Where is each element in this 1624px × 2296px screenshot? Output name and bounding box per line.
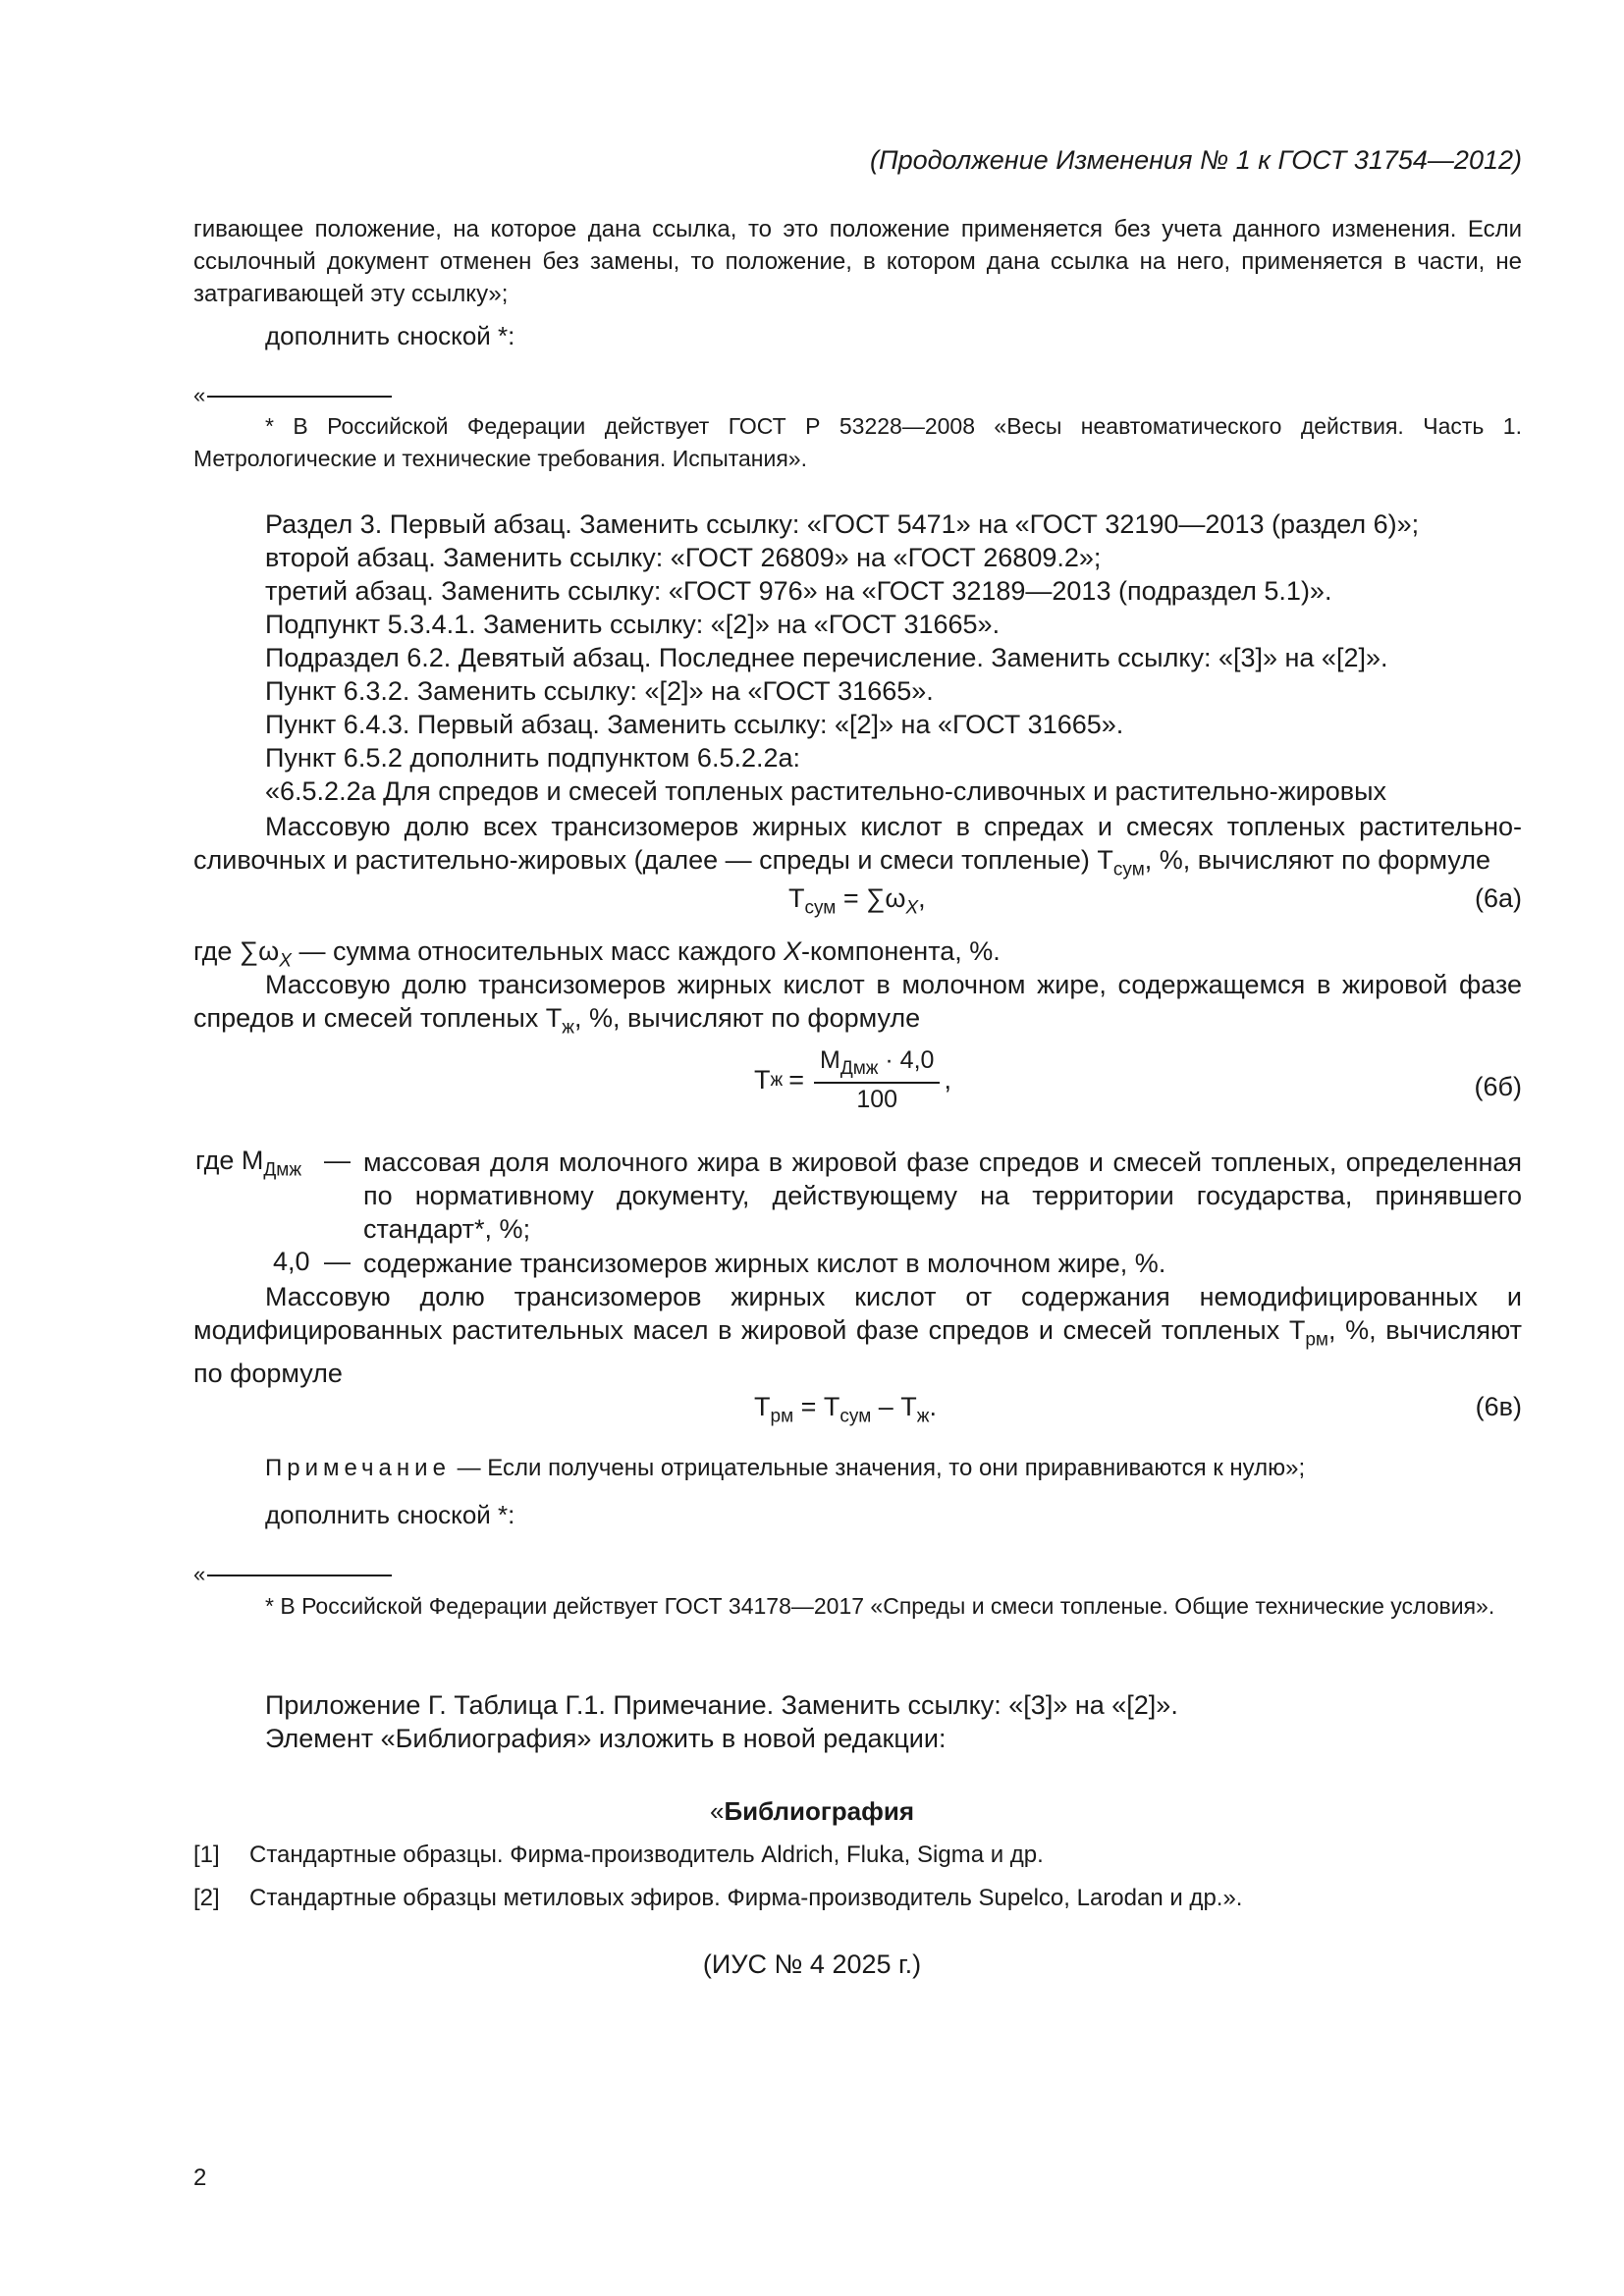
- bibliography-instruction: Элемент «Библиография» изложить в новой редакции:: [265, 1724, 947, 1753]
- bibliography-item: [2] Стандартные образцы метиловых эфиров. Фирма-производитель Supelco, Larodan и др.».: [193, 1885, 1243, 1911]
- change-line-1: Раздел 3. Первый абзац. Заменить ссылку: «ГОСТ 5471» на «ГОСТ 32190—2013 (раздел 6)»;: [265, 509, 1420, 539]
- formula-6b: Т ж = $\frac{М_{Дмж} \cdot 4,0}{100}$ ,: [754, 1046, 951, 1113]
- fraction-6b: $\frac{М_{Дмж} \cdot 4,0}{100}$: [814, 1046, 940, 1114]
- equation-number-6b: (6б): [1474, 1072, 1522, 1101]
- paragraph-milk-trans: Массовую долю трансизомеров жирных кислот в молочном жире, содержащемся в жировой фазе спредов и смесей топленых $Т_ж$, %, вычисляют по формуле: [193, 970, 1522, 1039]
- change-line-8: Пункт 6.5.2 дополнить подпунктом 6.5.2.2а:: [265, 743, 801, 773]
- change-line-7: Пункт 6.4.3. Первый абзац. Заменить ссылку: «[2]» на «ГОСТ 31665».: [265, 710, 1124, 739]
- bibliography-title: «Библиография: [709, 1796, 914, 1826]
- change-line-9: «6.5.2.2а Для спредов и смесей топленых растительно-сливочных и растительно-жировых: [265, 776, 1386, 806]
- footnote-1: * В Российской Федерации действует ГОСТ Р 53228—2008 «Весы неавтоматического действия. Часть 1. Метрологические и технические требования. Испытания».: [193, 413, 1522, 471]
- definition-label-40: 4,0: [273, 1247, 310, 1276]
- paragraph-total-trans: Массовую долю всех трансизомеров жирных кислот в спредах и смесях топленых растительно-сливочных и растительно-жировых (далее — спреды и смеси топленые) $Т_{сум}$, %, вычисляют по формуле: [193, 812, 1522, 881]
- where-sum-line: где $\sum\omega_X$ — сумма относительных масс каждого X-компонента, %.: [193, 936, 1001, 972]
- definition-text-40: содержание трансизомеров жирных кислот в молочном жире, %.: [363, 1249, 1166, 1278]
- bibliography-item: [1] Стандартные образцы. Фирма-производитель Aldrich, Fluka, Sigma и др.: [193, 1842, 1044, 1868]
- definition-text-m: массовая доля молочного жира в жировой фазе спредов и смесей топленых, определенная по нормативному документу, действующему на территории государства, принявшего стандарт*, %;: [363, 1148, 1522, 1244]
- footnote-separator-1: [207, 396, 392, 398]
- add-footnote-instruction-2: дополнить сноской *:: [265, 1500, 515, 1529]
- equation-number-6a: (6а): [1474, 883, 1522, 913]
- note: Примечание — Если получены отрицательные значения, то они приравниваются к нулю»;: [265, 1455, 1306, 1481]
- definition-dash-1: —: [324, 1146, 351, 1175]
- change-line-3: третий абзац. Заменить ссылку: «ГОСТ 976» на «ГОСТ 32189—2013 (подраздел 5.1)».: [265, 576, 1332, 606]
- page-number: 2: [193, 2164, 207, 2191]
- ius-reference: (ИУС № 4 2025 г.): [702, 1949, 922, 1979]
- change-line-6: Пункт 6.3.2. Заменить ссылку: «[2]» на «ГОСТ 31665».: [265, 676, 934, 706]
- footnote-quote-mark-1: «: [193, 383, 206, 407]
- change-line-2: второй абзац. Заменить ссылку: «ГОСТ 26809» на «ГОСТ 26809.2»;: [265, 543, 1102, 572]
- footnote-separator-2: [207, 1575, 392, 1576]
- appendix-change-line: Приложение Г. Таблица Г.1. Примечание. Заменить ссылку: «[3]» на «[2]».: [265, 1690, 1178, 1720]
- change-line-4: Подпункт 5.3.4.1. Заменить ссылку: «[2]» на «ГОСТ 31665».: [265, 610, 1001, 639]
- page-header: (Продолжение Изменения № 1 к ГОСТ 31754—2012): [870, 145, 1522, 175]
- formula-6v: $Т_{рм} = Т_{сум} - Т_ж$.: [754, 1392, 938, 1427]
- footnote-2: * В Российской Федерации действует ГОСТ 34178—2017 «Спреды и смеси топленые. Общие технические условия».: [265, 1593, 1495, 1619]
- equation-number-6v: (6в): [1475, 1392, 1522, 1421]
- formula-6a: $Т_{сум} = \sum\omega_X$,: [788, 883, 926, 919]
- definition-label-m: где $М_{Дмж}$: [195, 1146, 302, 1181]
- intro-paragraph: гивающее положение, на которое дана ссылка, то это положение применяется без учета данного изменения. Если ссылочный документ отменен без замены, то положение, в котором дана ссылка на него, применяется в части, не затрагивающей эту ссылку»;: [193, 216, 1522, 307]
- change-line-5: Подраздел 6.2. Девятый абзац. Последнее перечисление. Заменить ссылку: «[3]» на «[2]».: [265, 643, 1388, 672]
- definition-dash-2: —: [324, 1247, 351, 1276]
- add-footnote-instruction-1: дополнить сноской *:: [265, 321, 515, 350]
- paragraph-veg-trans: Массовую долю трансизомеров жирных кислот от содержания немодифицированных и модифицированных растительных масел в жировой фазе спредов и смесей топленых $Т_{рм}$, %, вычисляют по формуле: [193, 1282, 1522, 1389]
- footnote-quote-mark-2: «: [193, 1562, 206, 1586]
